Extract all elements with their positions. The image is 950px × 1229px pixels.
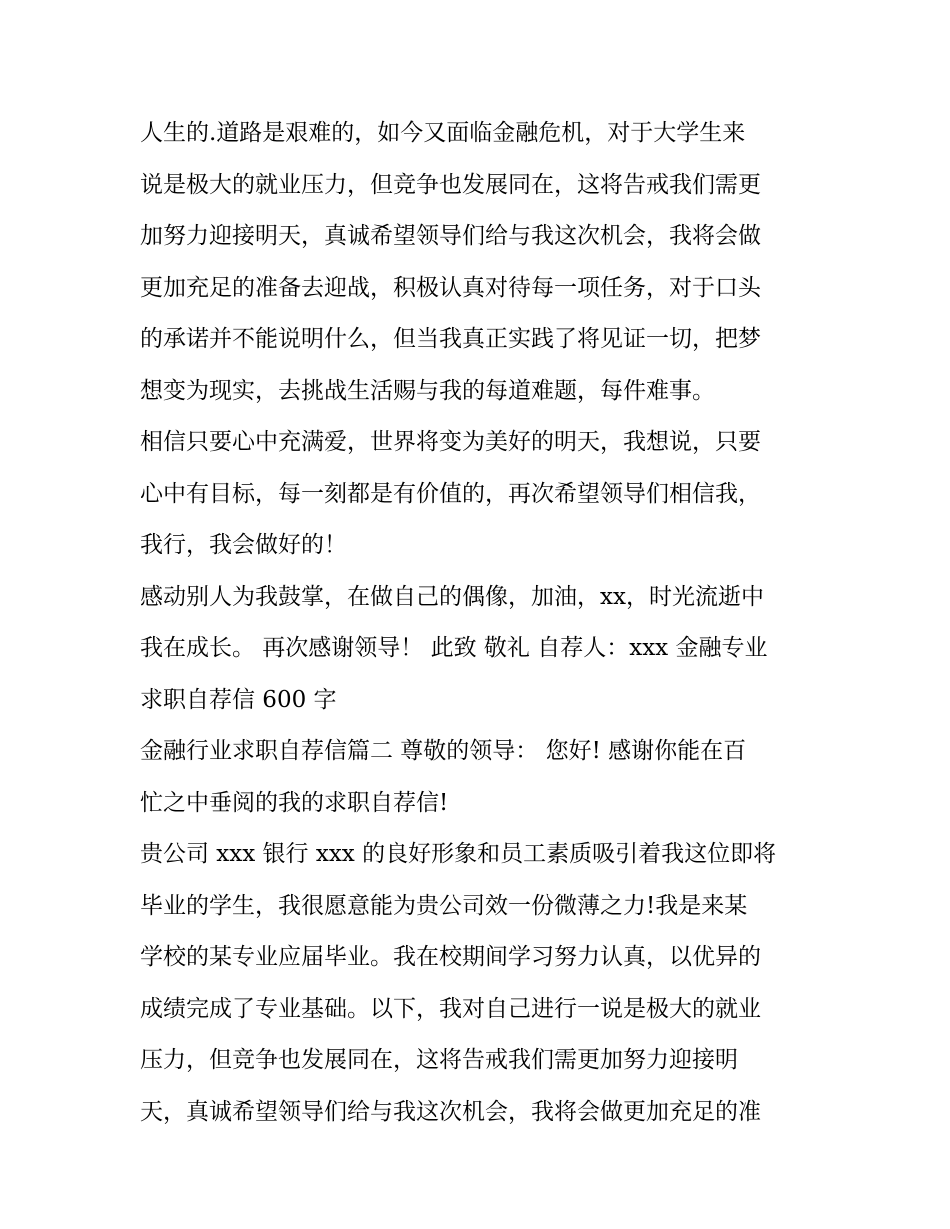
text-line: 相信只要心中充满爱，世界将变为美好的明天，我想说，只要 <box>140 429 761 455</box>
text-line: 毕业的学生，我很愿意能为贵公司效一份微薄之力!我是来某 <box>140 892 748 919</box>
text-line: 天，真诚希望领导们给与我这次机会，我将会做更加充足的准 <box>140 1098 761 1125</box>
text-line: 金融行业求职自荐信篇二 尊敬的领导： 您好! 感谢你能在百 <box>140 738 747 764</box>
text-line: 更加充足的准备去迎战，积极认真对待每一项任务，对于口头 <box>140 274 761 301</box>
text-line: 忙之中垂阅的我的求职自荐信! <box>140 789 449 816</box>
text-line: 压力，但竞争也发展同在，这将告戒我们需更加努力迎接明 <box>140 1047 738 1073</box>
text-line: 人生的.道路是艰难的，如今又面临金融危机，对于大学生来 <box>140 120 746 146</box>
text-line: 我行，我会做好的！ <box>140 532 347 558</box>
text-line: 我在成长。 再次感谢领导！ 此致 敬礼 自荐人：xxx 金融专业 <box>140 635 768 661</box>
text-line: 说是极大的就业压力，但竞争也发展同在，这将告戒我们需更 <box>140 171 761 198</box>
text-line: 加努力迎接明天，真诚希望领导们给与我这次机会，我将会做 <box>140 223 761 249</box>
text-line: 心中有目标，每一刻都是有价值的，再次希望领导们相信我， <box>140 480 761 507</box>
text-line: 成绩完成了专业基础。以下，我对自己进行一说是极大的就业 <box>140 995 761 1022</box>
text-line: 学校的某专业应届毕业。我在校期间学习努力认真，以优异的 <box>140 944 761 970</box>
text-line: 求职自荐信 600 字 <box>140 686 337 713</box>
text-line: 想变为现实，去挑战生活赐与我的每道难题，每件难事。 <box>140 377 715 404</box>
text-line: 的承诺并不能说明什么，但当我真正实践了将见证一切，把梦 <box>140 326 761 352</box>
body-text <box>140 108 820 1138</box>
text-line: 贵公司 xxx 银行 xxx 的良好形象和员工素质吸引着我这位即将 <box>140 841 777 867</box>
text-line: 感动别人为我鼓掌，在做自己的偶像，加油，xx，时光流逝中 <box>140 583 764 610</box>
